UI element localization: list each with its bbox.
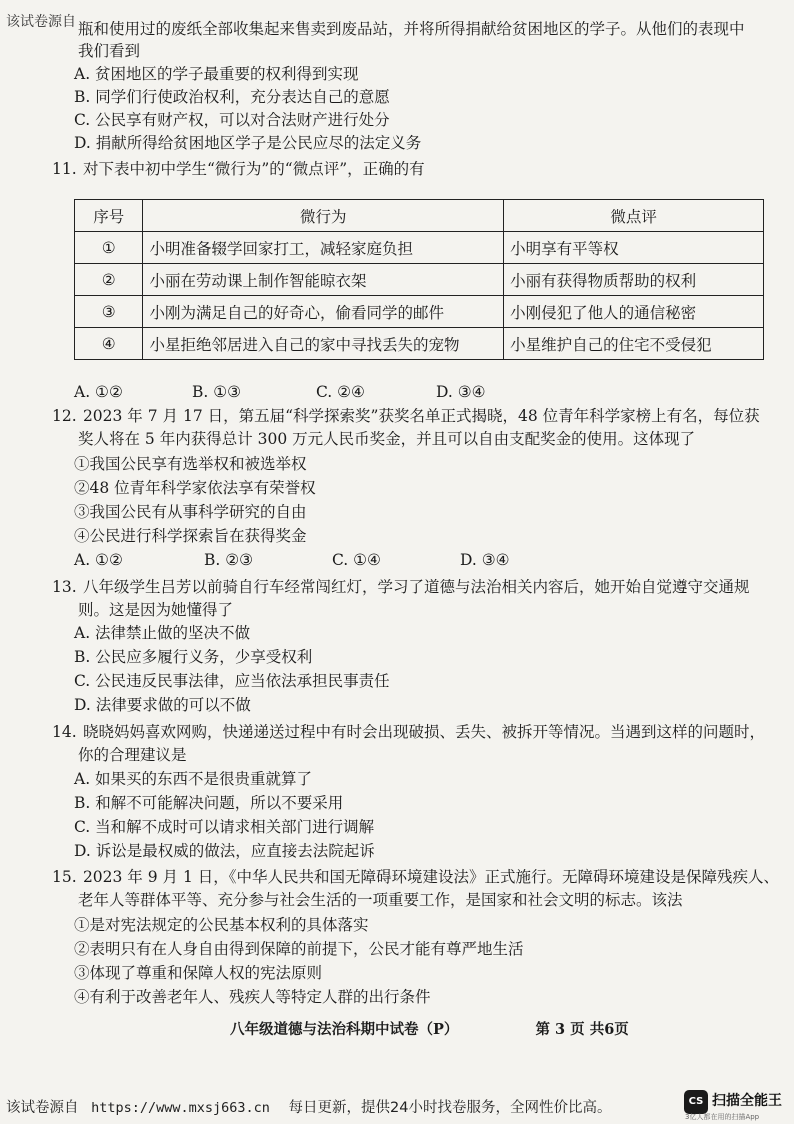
q10-option-a: A. 贫困地区的学子最重要的权利得到实现 — [74, 65, 359, 83]
q13-option-b: B. 公民应多履行义务，少享受权利 — [74, 648, 313, 666]
q14-line2: 你的合理建议是 — [78, 746, 187, 764]
q14-line1: 晓晓妈妈喜欢网购，快递递送过程中有时会出现破损、丢失、被拆开等情况。当遇到这样的问题时， — [82, 723, 765, 741]
q12-option-d: D. ③④ — [460, 551, 510, 569]
q15-stem — [52, 866, 779, 888]
footer-title: 八年级道德与法治科期中试卷（P） — [230, 1021, 459, 1038]
q13-stem — [52, 576, 749, 598]
watermark-top: 该试卷源自 — [6, 14, 76, 30]
q10-option-d: D. 捐献所得给贫困地区学子是公民应尽的法定义务 — [74, 134, 422, 152]
q14-stem — [52, 721, 765, 743]
q15-item-2: ②表明只有在人身自由得到保障的前提下，公民才能有尊严地生活 — [74, 940, 524, 958]
table-row — [75, 328, 764, 360]
q14-option-b: B. 和解不可能解决问题，所以不要采用 — [74, 794, 344, 812]
q13-option-d: D. 法律要求做的可以不做 — [74, 696, 251, 714]
q13-line2: 则。这是因为她懂得了 — [78, 601, 234, 619]
table-cell-behavior: 小明准备辍学回家打工，减轻家庭负担 — [143, 232, 504, 264]
table-header-index: 序号 — [75, 200, 143, 232]
table-cell-comment: 小丽有获得物质帮助的权利 — [504, 264, 764, 296]
table-cell-comment: 小星维护自己的住宅不受侵犯 — [504, 328, 764, 360]
table-cell-behavior: 小星拒绝邻居进入自己的家中寻找丢失的宠物 — [143, 328, 504, 360]
q10-option-c: C. 公民享有财产权，可以对合法财产进行处分 — [74, 111, 390, 129]
table-header-behavior: 微行为 — [143, 200, 504, 232]
table-header-row — [75, 200, 764, 232]
table-cell-index: ③ — [75, 296, 143, 328]
q12-item-3: ③我国公民有从事科学研究的自由 — [74, 503, 307, 521]
q12-item-4: ④公民进行科学探索旨在获得奖金 — [74, 527, 307, 545]
camscanner-logo-icon: CS — [684, 1090, 708, 1114]
q12-option-c: C. ①④ — [332, 551, 381, 569]
q11-stem — [52, 158, 425, 180]
q10-option-b: B. 同学们行使政治权利，充分表达自己的意愿 — [74, 88, 390, 106]
table-row — [75, 296, 764, 328]
bottom-watermark-text — [6, 1096, 611, 1117]
q11-table — [74, 199, 764, 360]
q12-option-a: A. ①② — [74, 551, 123, 569]
bottom-prefix: 该试卷源自 — [6, 1100, 79, 1116]
table-cell-comment: 小明享有平等权 — [504, 232, 764, 264]
table-cell-comment: 小刚侵犯了他人的通信秘密 — [504, 296, 764, 328]
table-cell-index: ① — [75, 232, 143, 264]
q11-number: 11. — [52, 160, 77, 178]
q10-line1: 瓶和使用过的废纸全部收集起来售卖到废品站，并将所得捐献给贫困地区的学子。从他们的表现中 — [78, 20, 745, 38]
q15-item-1: ①是对宪法规定的公民基本权利的具体落实 — [74, 916, 369, 934]
q15-number: 15. — [52, 868, 77, 886]
q14-option-a: A. 如果买的东西不是很贵重就算了 — [74, 770, 313, 788]
q14-option-c: C. 当和解不成时可以请求相关部门进行调解 — [74, 818, 375, 836]
q11-option-b: B. ①③ — [192, 383, 242, 401]
scanner-app-slogan: 3亿人都在用的扫描App — [685, 1113, 760, 1121]
table-row — [75, 232, 764, 264]
q13-line1: 八年级学生吕芳以前骑自行车经常闯红灯，学习了道德与法治相关内容后，她开始自觉遵守交通规 — [82, 578, 750, 596]
q11-text: 对下表中初中学生“微行为”的“微点评”，正确的有 — [82, 160, 425, 178]
q12-item-2: ②48 位青年科学家依法享有荣誉权 — [74, 479, 316, 497]
table-cell-index: ④ — [75, 328, 143, 360]
bottom-tagline: 每日更新，提供24小时找卷服务，全网性价比高。 — [288, 1100, 612, 1116]
q14-option-d: D. 诉讼是最权威的做法，应直接去法院起诉 — [74, 842, 375, 860]
q13-option-c: C. 公民违反民事法律，应当依法承担民事责任 — [74, 672, 390, 690]
page-footer — [230, 1018, 629, 1039]
table-cell-behavior: 小丽在劳动课上制作智能晾衣架 — [143, 264, 504, 296]
table-row — [75, 264, 764, 296]
q10-line2: 我们看到 — [78, 42, 141, 60]
table-cell-behavior: 小刚为满足自己的好奇心，偷看同学的邮件 — [143, 296, 504, 328]
q13-option-a: A. 法律禁止做的坚决不做 — [74, 624, 251, 642]
q11-option-d: D. ③④ — [436, 383, 486, 401]
q12-line1: 2023 年 7 月 17 日，第五届“科学探索奖”获奖名单正式揭晓，48 位青年科学家榜上有名，每位获 — [82, 407, 760, 425]
table-cell-index: ② — [75, 264, 143, 296]
q15-item-3: ③体现了尊重和保障人权的宪法原则 — [74, 964, 323, 982]
table-header-comment: 微点评 — [504, 200, 764, 232]
q14-number: 14. — [52, 723, 77, 741]
q12-line2: 奖人将在 5 年内获得总计 300 万元人民币奖金，并且可以自由支配奖金的使用。这体现了 — [78, 430, 696, 448]
scanner-app-name: 扫描全能王 — [712, 1093, 782, 1109]
source-link[interactable]: https://www.mxsj663.cn — [91, 1100, 270, 1116]
q13-number: 13. — [52, 578, 77, 596]
q11-option-a: A. ①② — [74, 383, 123, 401]
q11-option-c: C. ②④ — [316, 383, 365, 401]
q12-number: 12. — [52, 407, 77, 425]
q12-item-1: ①我国公民享有选举权和被选举权 — [74, 455, 307, 473]
q12-stem — [52, 405, 760, 427]
q15-line2: 老年人等群体平等、充分参与社会生活的一项重要工作，是国家和社会文明的标志。该法 — [78, 891, 683, 909]
q15-item-4: ④有利于改善老年人、残疾人等特定人群的出行条件 — [74, 988, 431, 1006]
q15-line1: 2023 年 9 月 1 日，《中华人民共和国无障碍环境建设法》正式施行。无障碍环境建设是保障残疾人、 — [82, 868, 779, 886]
bottom-watermark-bar — [0, 1086, 794, 1124]
q12-option-b: B. ②③ — [204, 551, 254, 569]
footer-page-number: 第 3 页 共6页 — [535, 1021, 629, 1038]
